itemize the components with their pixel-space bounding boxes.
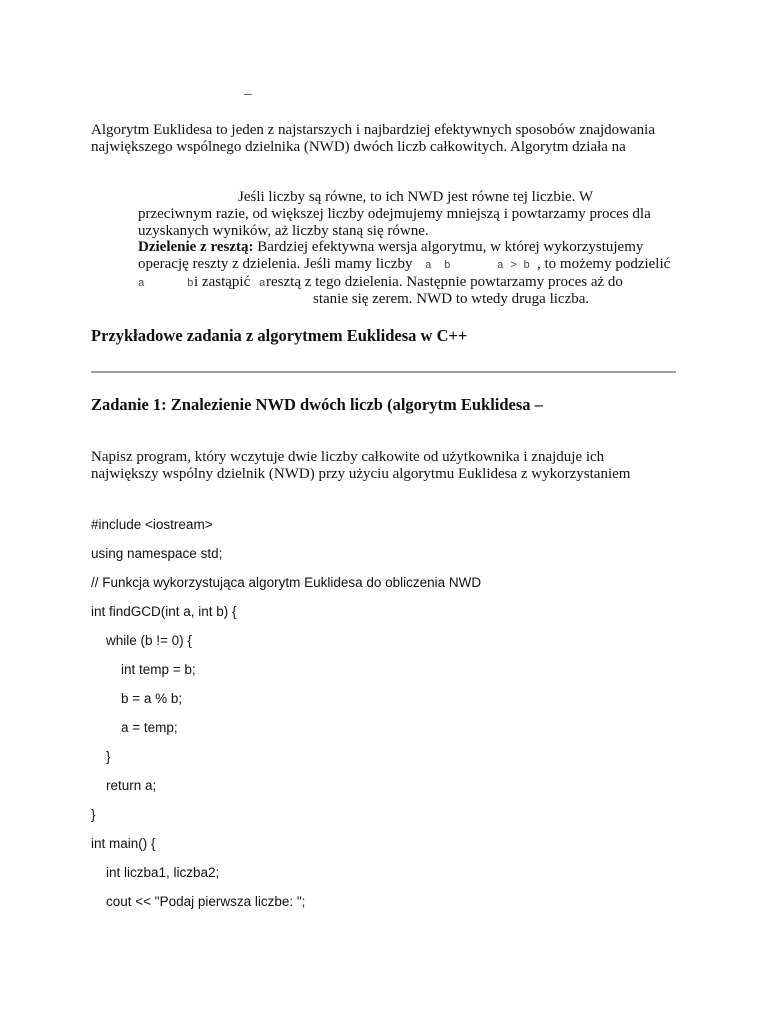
- code-inline-b: b: [444, 260, 451, 272]
- code-line: cout << "Podaj pierwsza liczbe: ";: [91, 894, 306, 909]
- methods-line-2: przeciwnym razie, od większej liczby odejmujemy mniejszą i powtarzamy proces dla: [138, 206, 651, 222]
- code-inline-a: a: [425, 260, 432, 272]
- method-division-desc: Bardziej efektywna wersja algorytmu, w której wykorzystujemy: [253, 239, 644, 255]
- code-line: a = temp;: [91, 720, 178, 735]
- code-inline-a-3: a: [259, 278, 266, 290]
- methods-line-1: Jeśli liczby są równe, to ich NWD jest równe tej liczbie. W: [238, 189, 594, 205]
- code-line: // Funkcja wykorzystująca algorytm Euklidesa do obliczenia NWD: [91, 575, 482, 590]
- code-line: #include <iostream>: [91, 517, 213, 532]
- code-line: int findGCD(int a, int b) {: [91, 604, 237, 619]
- intro-line-1: Algorytm Euklidesa to jeden z najstarszych i najbardziej efektywnych sposobów znajdowania: [91, 122, 655, 138]
- methods-line-5-end: , to możemy podzielić: [537, 256, 671, 272]
- code-line: int liczba1, liczba2;: [91, 865, 220, 880]
- code-line: }: [91, 807, 96, 822]
- intro-line-2: największego wspólnego dzielnika (NWD) dwóch liczb całkowitych. Algorytm działa na: [91, 139, 626, 155]
- task-1-heading: Zadanie 1: Znalezienie NWD dwóch liczb (algorytm Euklidesa –: [91, 395, 543, 414]
- section-heading: Przykładowe zadania z algorytmem Euklidesa w C++: [91, 326, 468, 345]
- code-line: return a;: [91, 778, 157, 793]
- methods-line-6-text-2: resztą z tego dzielenia. Następnie powtarzamy proces aż do: [266, 274, 623, 290]
- code-line: }: [91, 749, 111, 764]
- code-inline-comparison: a > b: [497, 260, 531, 272]
- code-line: while (b != 0) {: [91, 633, 192, 648]
- methods-line-5-text: operację reszty z dzielenia. Jeśli mamy liczby: [138, 256, 413, 272]
- code-line: b = a % b;: [91, 691, 183, 706]
- task-1-desc-line-1: Napisz program, który wczytuje dwie liczby całkowite od użytkownika i znajduje ich: [91, 449, 605, 465]
- code-inline-b-2: b: [187, 278, 194, 290]
- code-line: int main() {: [91, 836, 156, 851]
- methods-line-4: [138, 239, 643, 256]
- methods-line-6-text-1: i zastąpić: [194, 274, 251, 290]
- methods-line-3: uzyskanych wyników, aż liczby staną się równe.: [138, 223, 429, 239]
- method-name-division: Dzielenie z resztą:: [138, 239, 254, 255]
- top-dash: –: [244, 86, 252, 102]
- methods-line-7: stanie się zerem. NWD to wtedy druga liczba.: [313, 291, 590, 307]
- task-1-desc-line-2: największy wspólny dzielnik (NWD) przy użyciu algorytmu Euklidesa z wykorzystaniem: [91, 466, 631, 482]
- code-inline-a-2: a: [138, 278, 145, 290]
- code-line: using namespace std;: [91, 546, 223, 561]
- horizontal-divider: [91, 371, 676, 373]
- code-line: int temp = b;: [91, 662, 196, 677]
